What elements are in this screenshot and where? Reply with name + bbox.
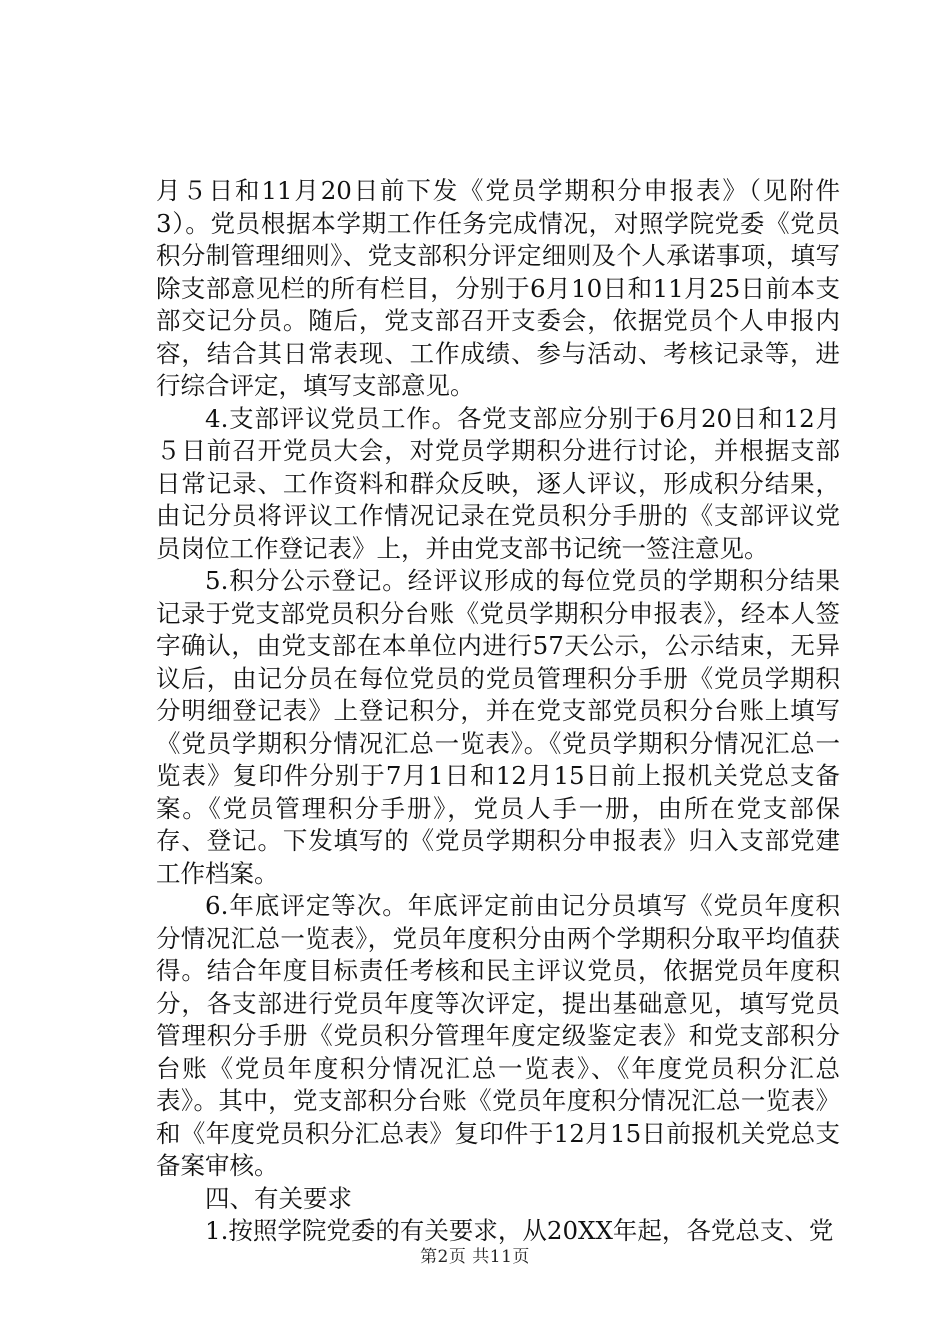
paragraph-continuation: 月５日和11月20日前下发《党员学期积分申报表》（见附件3）。党员根据本学期工作任务完成情况，对照学院党委《党员积分制管理细则》、党支部积分评定细则及个人承诺事项，填写除支部意见栏的所有栏目，分别于6月10日和11月25日前本支部交记分员。随后，党支部召开支委会，依据党员个人申报内容，结合其日常表现、工作成绩、参与活动、考核记录等，进行综合评定，填写支部意见。 — [156, 176, 840, 400]
section-heading-requirements: 四、有关要求 — [205, 1183, 352, 1213]
paragraph-item-4: 4.支部评议党员工作。各党支部应分别于6月20日和12月５日前召开党员大会，对党员学期积分进行讨论，并根据支部日常记录、工作资料和群众反映，逐人评议，形成积分结果，由记分员将评议工作情况记录在党员积分手册的《支部评议党员岗位工作登记表》上，并由党支部书记统一签注意见。 — [156, 403, 840, 563]
paragraph-item-5: 5.积分公示登记。经评议形成的每位党员的学期积分结果记录于党支部党员积分台账《党员学期积分申报表》，经本人签字确认，由党支部在本单位内进行57天公示，公示结束，无异议后，由记分员在每位党员的党员管理积分手册《党员学期积分明细登记表》上登记积分，并在党支部党员积分台账上填写《党员学期积分情况汇总一览表》。《党员学期积分情况汇总一览表》复印件分别于7月1日和12月15日前上报机关党总支备案。《党员管理积分手册》，党员人手一册，由所在党支部保存、登记。下发填写的《党员学期积分申报表》归入支部党建工作档案。 — [156, 566, 840, 888]
paragraph-requirement-1: 1.按照学院党委的有关要求，从20XX年起，各党总支、党 — [205, 1216, 834, 1245]
page-footer: 第2页 共11页 — [420, 1247, 530, 1267]
paragraph-item-6: 6.年底评定等次。年底评定前由记分员填写《党员年度积分情况汇总一览表》，党员年度积分由两个学期积分取平均值获得。结合年度目标责任考核和民主评议党员，依据党员年度积分，各支部进行党员年度等次评定，提出基础意见，填写党员管理积分手册《党员积分管理年度定级鉴定表》和党支部积分台账《党员年度积分情况汇总一览表》、《年度党员积分汇总表》。其中，党支部积分台账《党员年度积分情况汇总一览表》和《年度党员积分汇总表》复印件于12月15日前报机关党总支备案审核。 — [156, 891, 840, 1180]
document-body — [156, 175, 840, 1248]
